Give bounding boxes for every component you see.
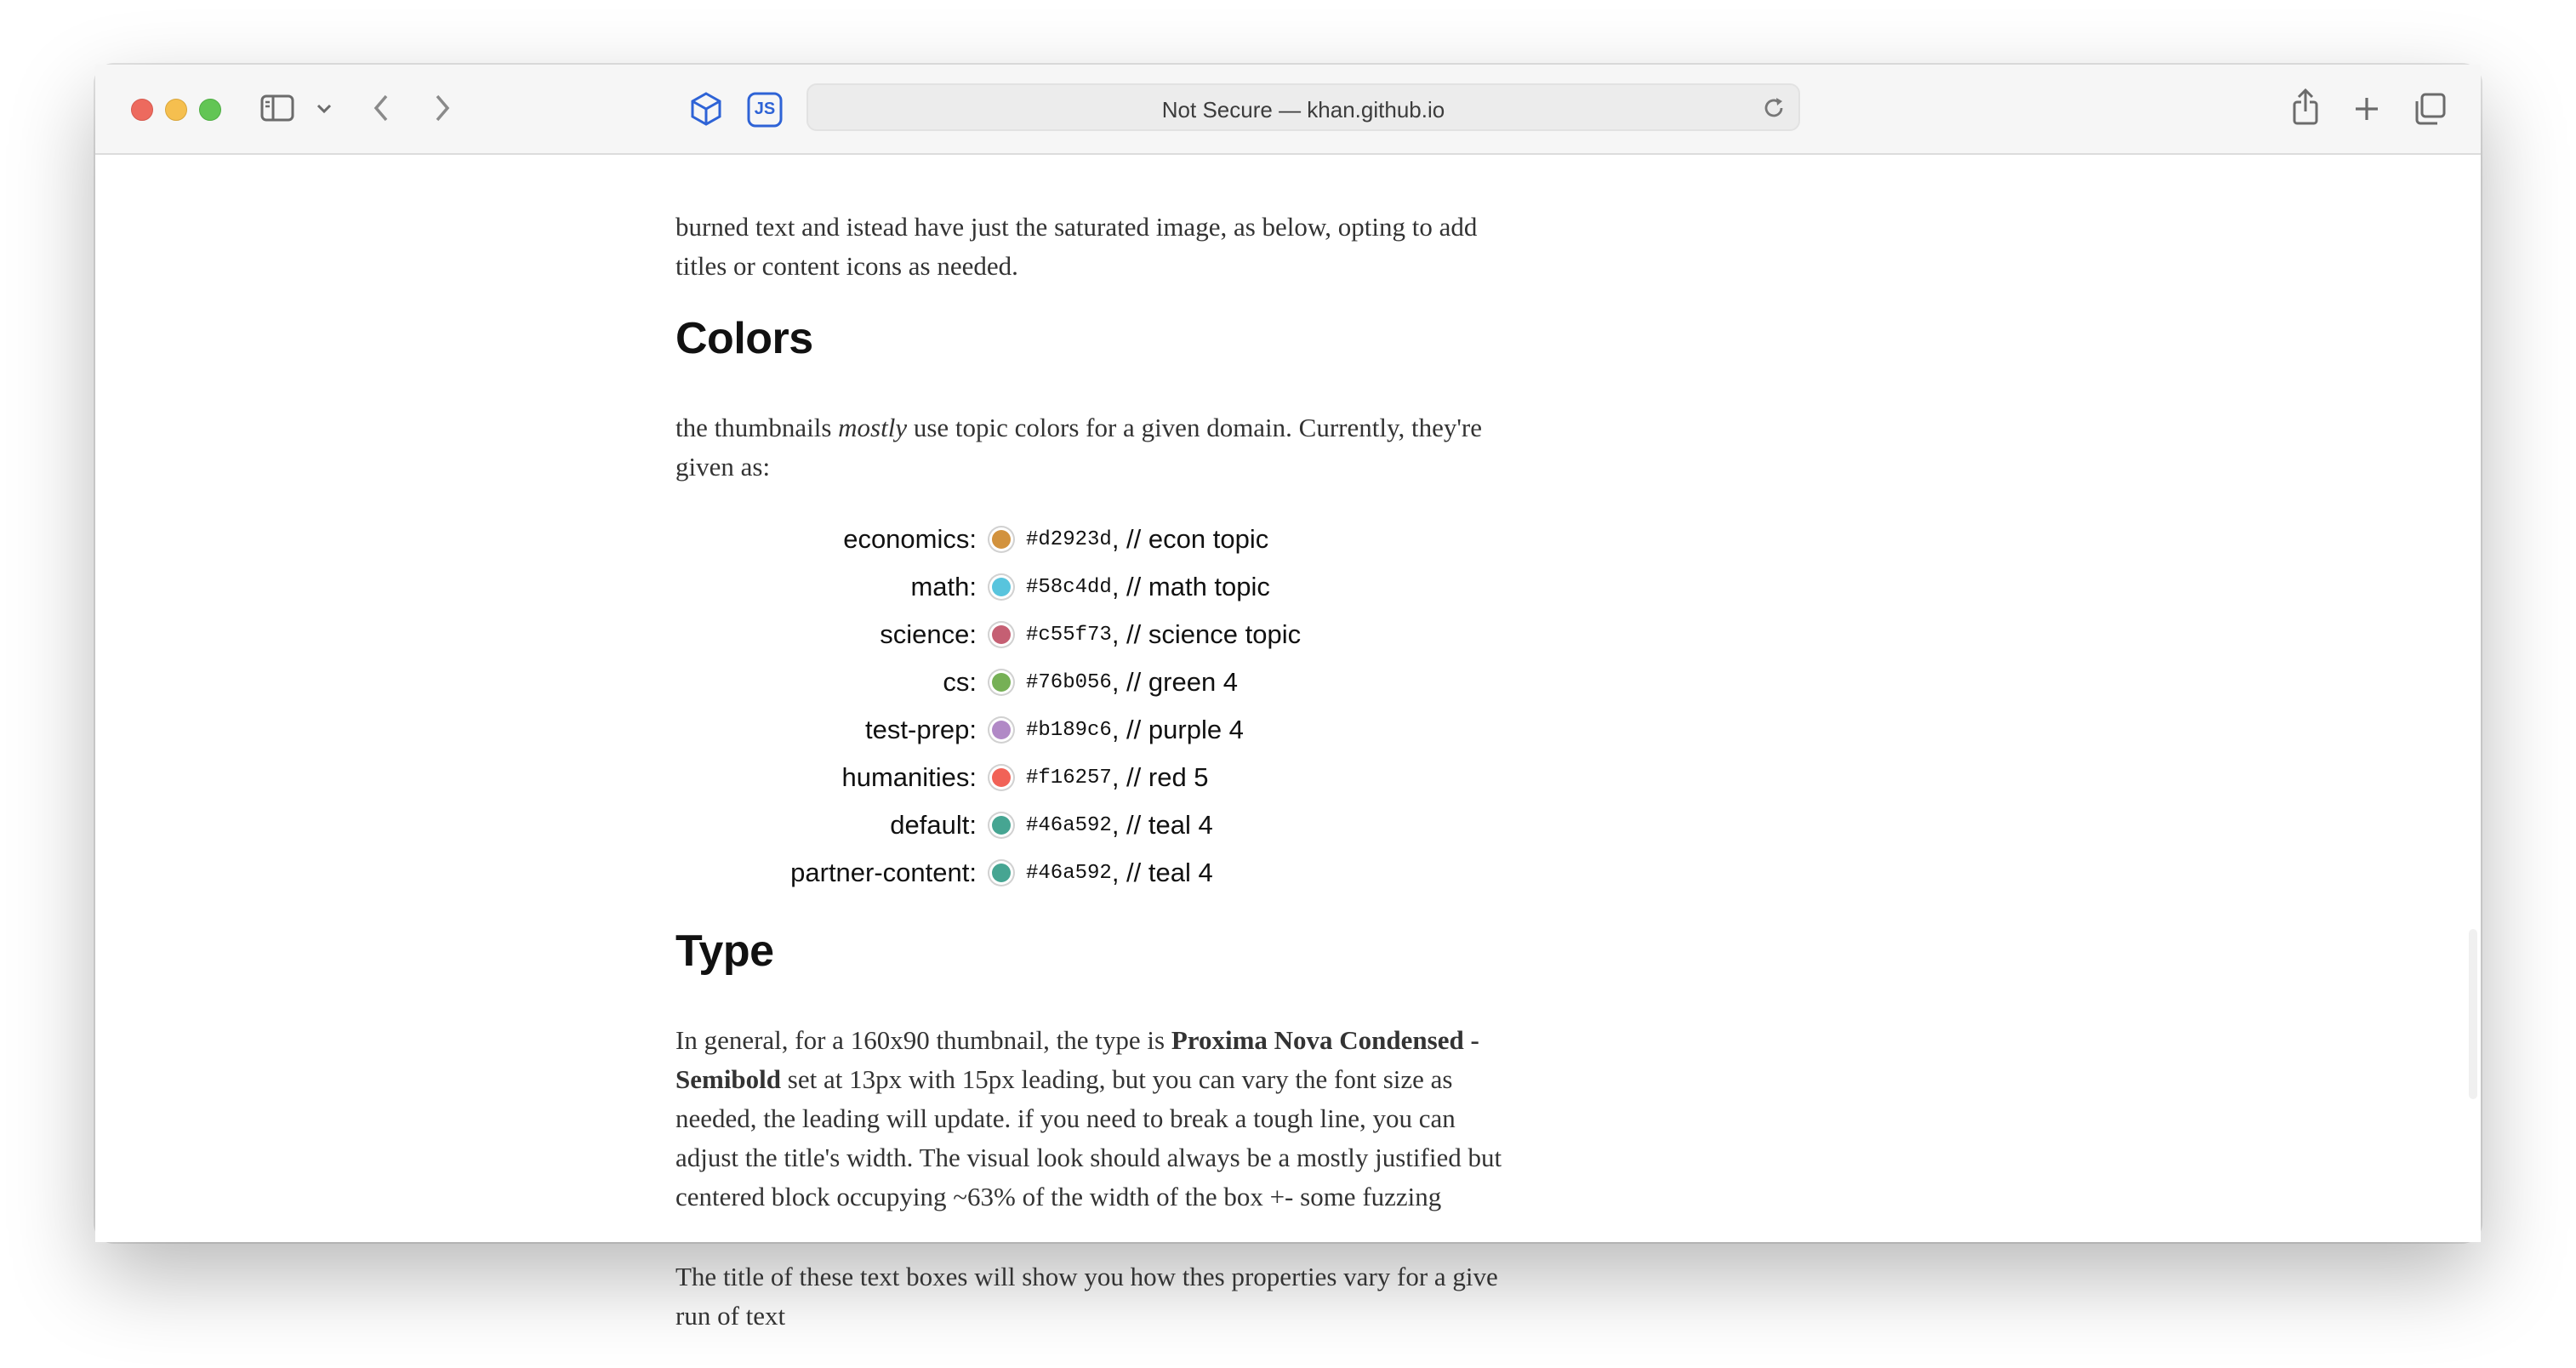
tab-overview-icon[interactable]	[2413, 92, 2447, 126]
minimize-window-button[interactable]	[165, 99, 187, 121]
last-para-line-2: run of text	[675, 1301, 786, 1331]
last-para-line-1: The title of these text boxes will show you how thes properties vary for a give	[675, 1262, 1498, 1291]
color-swatch	[992, 768, 1011, 787]
color-row-science	[675, 611, 1301, 658]
back-icon[interactable]	[373, 94, 391, 123]
share-icon[interactable]	[2290, 88, 2321, 126]
color-comment: , // teal 4	[1111, 810, 1213, 840]
color-row-math	[675, 563, 1301, 611]
close-window-button[interactable]	[131, 99, 153, 121]
color-row-economics	[675, 516, 1301, 563]
reload-icon[interactable]	[1761, 95, 1787, 125]
type-para-line: needed, the leading will update. if you need to break a tough line, you can	[675, 1103, 1456, 1133]
color-swatch	[992, 816, 1011, 835]
color-comment: , // econ topic	[1111, 524, 1269, 554]
color-key: default:	[890, 810, 977, 840]
color-hex-value: #f16257	[1026, 766, 1112, 789]
color-comment: , // green 4	[1111, 667, 1239, 697]
3d-box-icon[interactable]	[687, 90, 725, 128]
color-comment: , // science topic	[1111, 619, 1302, 649]
type-para-text: In general, for a 160x90 thumbnail, the type is	[675, 1025, 1171, 1055]
color-key: science:	[880, 619, 977, 649]
address-bar[interactable]	[806, 83, 1800, 131]
colors-para-text: use topic colors for a given domain. Currently, they're	[907, 413, 1483, 442]
color-key: test-prep:	[865, 715, 977, 744]
color-comment: , // math topic	[1111, 572, 1270, 601]
colors-para-text: the thumbnails	[675, 413, 839, 442]
color-key: humanities:	[841, 762, 977, 792]
color-hex-value: #58c4dd	[1026, 575, 1112, 599]
color-swatch	[992, 864, 1011, 882]
color-key: cs:	[943, 667, 977, 697]
new-tab-icon[interactable]	[2353, 95, 2380, 123]
color-swatch	[992, 625, 1011, 644]
color-key: economics:	[843, 524, 977, 554]
color-comment: , // red 5	[1111, 762, 1209, 792]
colors-paragraph	[675, 408, 1730, 487]
type-para-line: centered block occupying ~63% of the width of the box +- some fuzzing	[675, 1182, 1442, 1211]
color-hex-value: #d2923d	[1026, 527, 1112, 551]
color-row-humanities	[675, 754, 1301, 801]
intro-line-1: burned text and istead have just the saturated image, as below, opting to add	[675, 212, 1478, 242]
color-hex-value: #46a592	[1026, 861, 1112, 885]
type-para-text: set at 13px with 15px leading, but you can vary the font size as	[781, 1064, 1453, 1094]
color-swatch	[992, 721, 1011, 739]
color-row-test-prep	[675, 706, 1301, 754]
intro-paragraph	[675, 208, 1730, 286]
color-key: math:	[910, 572, 977, 601]
color-row-partner-content	[675, 849, 1301, 897]
color-hex-value: #b189c6	[1026, 718, 1112, 742]
color-hex-value: #c55f73	[1026, 623, 1112, 647]
type-para-bold: Semibold	[675, 1064, 782, 1094]
color-hex-value: #46a592	[1026, 813, 1112, 837]
color-key: partner-content:	[790, 858, 977, 887]
page-content	[95, 155, 2481, 1331]
color-row-cs	[675, 658, 1301, 706]
last-paragraph	[675, 1257, 1730, 1336]
type-paragraph	[675, 1021, 1730, 1217]
type-heading: Type	[675, 926, 774, 976]
sidebar-toggle-icon[interactable]	[260, 94, 294, 123]
color-hex-value: #76b056	[1026, 670, 1112, 694]
js-badge-label: JS	[754, 100, 776, 118]
color-swatch	[992, 578, 1011, 596]
colors-para-end: given as:	[675, 452, 771, 482]
color-comment: , // purple 4	[1111, 715, 1244, 744]
color-comment: , // teal 4	[1111, 858, 1213, 887]
type-para-bold: Proxima Nova Condensed -	[1171, 1025, 1479, 1055]
color-swatch	[992, 530, 1011, 549]
maximize-window-button[interactable]	[199, 99, 221, 121]
js-icon[interactable]	[747, 92, 783, 128]
address-text: Not Secure — khan.github.io	[1161, 97, 1445, 123]
intro-line-2: titles or content icons as needed.	[675, 251, 1018, 281]
type-para-line: adjust the title's width. The visual look should always be a mostly justified but	[675, 1143, 1502, 1172]
browser-window	[95, 65, 2481, 1331]
scrollbar-thumb[interactable]	[2469, 929, 2477, 1099]
color-row-default	[675, 801, 1301, 849]
browser-toolbar	[95, 65, 2481, 155]
color-list	[675, 516, 1301, 897]
colors-para-emphasis: mostly	[838, 413, 908, 442]
colors-heading: Colors	[675, 314, 813, 363]
color-swatch	[992, 673, 1011, 692]
chevron-down-icon[interactable]	[316, 104, 332, 114]
forward-icon[interactable]	[432, 94, 451, 123]
